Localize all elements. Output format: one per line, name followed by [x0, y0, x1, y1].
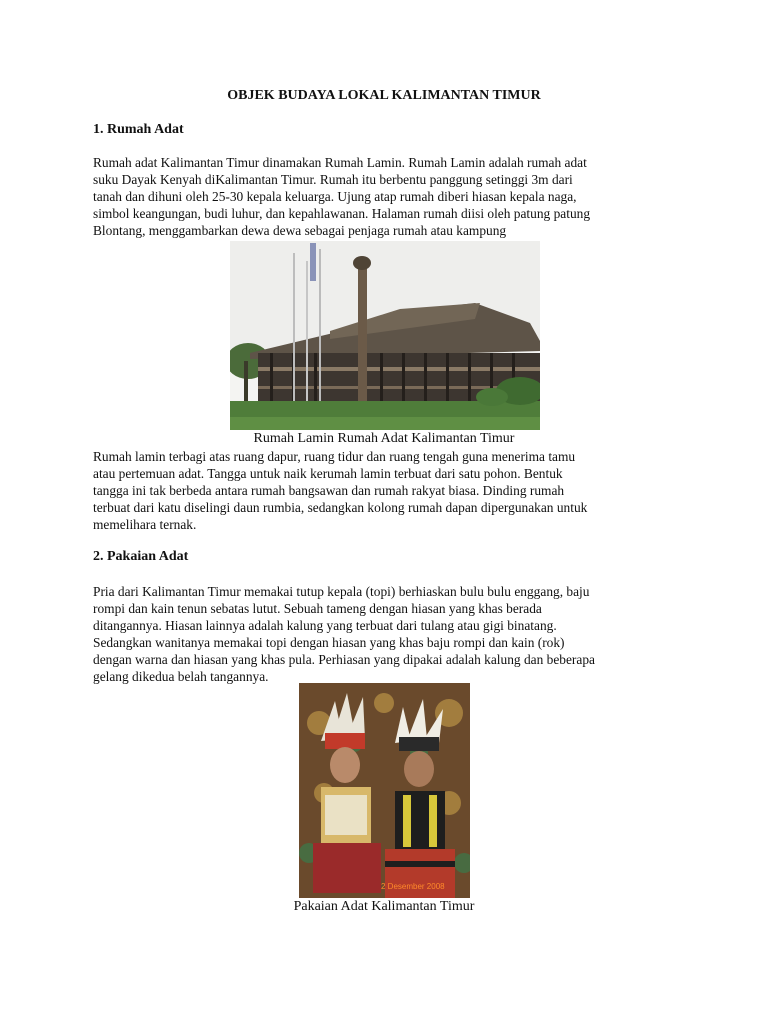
- paragraph-pakaian-adat: [93, 583, 683, 685]
- text-line: tangga ini tak berbeda antara rumah bangsawan dan rumah rakyat biasa. Dinding rumah: [93, 483, 565, 498]
- text-line: suku Dayak Kenyah diKalimantan Timur. Rumah itu berbentu panggung setinggi 3m dari: [93, 172, 573, 187]
- text-line: Rumah adat Kalimantan Timur dinamakan Rumah Lamin. Rumah Lamin adalah rumah adat: [93, 155, 587, 170]
- section-heading-rumah-adat: 1. Rumah Adat: [93, 122, 184, 137]
- text-line: gelang dikedua belah tangannya.: [93, 669, 269, 684]
- text-line: ditangannya. Hiasan lainnya adalah kalung yang terbuat dari tulang atau gigi binatang.: [93, 618, 557, 633]
- text-line: Blontang, menggambarkan dewa dewa sebagai penjaga rumah atau kampung: [93, 223, 507, 238]
- rumah-lamin-caption: Rumah Lamin Rumah Adat Kalimantan Timur: [253, 431, 515, 446]
- text-line: simbol keangungan, budi luhur, dan kepahlawanan. Halaman rumah diisi oleh patung patung: [93, 206, 591, 221]
- text-line: memelihara ternak.: [93, 517, 197, 532]
- text-line: rompi dan kain tenun sebatas lutut. Sebuah tameng dengan hiasan yang khas berada: [93, 601, 542, 616]
- text-line: terbuat dari katu diselingi daun rumbia, sedangkan kolong rumah dapan dipergunakan untuk: [93, 500, 588, 515]
- photo-date-stamp: 2 Desember 2008: [381, 882, 445, 891]
- section-heading-pakaian-adat: 2. Pakaian Adat: [93, 549, 189, 564]
- text-line: dengan warna dan hiasan yang khas pula. Perhiasan yang dipakai adalah kalung dan beberapa: [93, 652, 595, 667]
- paragraph-rumah-lamin-detail: [93, 448, 683, 533]
- text-line: tanah dan dihuni oleh 25-30 kepala keluarga. Ujung atap rumah diberi hiasan kepala naga,: [93, 189, 577, 204]
- pakaian-adat-caption: Pakaian Adat Kalimantan Timur: [293, 899, 475, 914]
- pakaian-adat-photo: [299, 683, 470, 898]
- text-line: atau pertemuan adat. Tangga untuk naik kerumah lamin terbuat dari satu pohon. Bentuk: [93, 466, 563, 481]
- text-line: Pria dari Kalimantan Timur memakai tutup kepala (topi) berhiaskan bulu bulu enggang, baju: [93, 584, 590, 599]
- rumah-lamin-photo: [230, 241, 540, 430]
- text-line: Sedangkan wanitanya memakai topi dengan hiasan yang khas baju rompi dan kain (rok): [93, 635, 565, 650]
- text-line: Rumah lamin terbagi atas ruang dapur, ruang tidur dan ruang tengah guna menerima tamu: [93, 449, 576, 464]
- paragraph-rumah-adat-intro: [93, 154, 683, 239]
- document-title: OBJEK BUDAYA LOKAL KALIMANTAN TIMUR: [227, 88, 541, 103]
